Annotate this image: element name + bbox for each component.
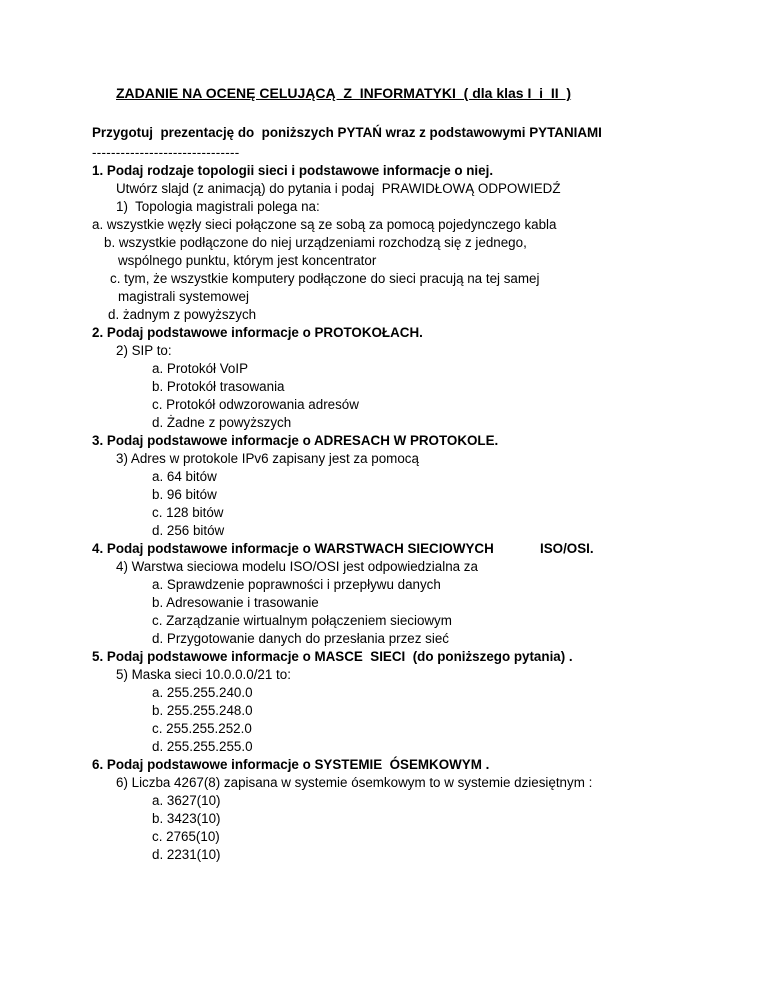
answer-6a: a. 3627(10) — [152, 793, 221, 808]
answer-6c: c. 2765(10) — [152, 829, 220, 844]
answer-1b-cont: wspólnego punktu, którym jest koncentrator — [118, 253, 377, 268]
question-3: 3) Adres w protokole IPv6 zapisany jest za pomocą — [116, 451, 419, 466]
answer-6b: b. 3423(10) — [152, 811, 221, 826]
question-4: 4) Warstwa sieciowa modelu ISO/OSI jest odpowiedzialna za — [116, 559, 478, 574]
answer-1c: c. tym, że wszystkie komputery podłączone do sieci pracują na tej samej — [110, 271, 540, 286]
answer-5d: d. 255.255.255.0 — [152, 739, 253, 754]
answer-3a: a. 64 bitów — [152, 469, 217, 484]
answer-4a: a. Sprawdzenie poprawności i przepływu danych — [152, 577, 441, 592]
section-1-heading: 1. Podaj rodzaje topologii sieci i podstawowe informacje o niej. — [92, 163, 494, 178]
page-title: ZADANIE NA OCENĘ CELUJĄCĄ Z INFORMATYKI ( dla klas I i II ) — [116, 85, 572, 101]
answer-3b: b. 96 bitów — [152, 487, 217, 502]
answer-4b: b. Adresowanie i trasowanie — [152, 595, 319, 610]
answer-2a: a. Protokół VoIP — [152, 361, 249, 376]
answer-1c-cont: magistrali systemowej — [118, 289, 249, 304]
answer-2b: b. Protokół trasowania — [152, 379, 285, 394]
question-6: 6) Liczba 4267(8) zapisana w systemie ósemkowym to w systemie dziesiętnym : — [116, 775, 593, 790]
question-2: 2) SIP to: — [116, 343, 172, 358]
section-1-instruction: Utwórz slajd (z animacją) do pytania i podaj PRAWIDŁOWĄ ODPOWIEDŹ — [116, 181, 561, 196]
answer-5b: b. 255.255.248.0 — [152, 703, 253, 718]
answer-2c: c. Protokół odwzorowania adresów — [152, 397, 359, 412]
answer-4c: c. Zarządzanie wirtualnym połączeniem sieciowym — [152, 613, 452, 628]
answer-3c: c. 128 bitów — [152, 505, 224, 520]
section-3-heading: 3. Podaj podstawowe informacje o ADRESACH W PROTOKOLE. — [92, 433, 499, 448]
answer-5c: c. 255.255.252.0 — [152, 721, 252, 736]
section-2-heading: 2. Podaj podstawowe informacje o PROTOKOŁACH. — [92, 325, 423, 340]
answer-6d: d. 2231(10) — [152, 847, 221, 862]
answer-1b: b. wszystkie podłączone do niej urządzeniami rozchodzą się z jednego, — [104, 235, 527, 250]
question-1: 1) Topologia magistrali polega na: — [116, 199, 320, 214]
answer-1a: a. wszystkie węzły sieci połączone są ze sobą za pomocą pojedynczego kabla — [92, 217, 557, 232]
section-5-heading: 5. Podaj podstawowe informacje o MASCE SIECI (do poniższego pytania) . — [92, 649, 573, 664]
separator-line: ------------------------------- — [92, 145, 240, 160]
answer-3d: d. 256 bitów — [152, 523, 225, 538]
answer-2d: d. Żadne z powyższych — [152, 415, 292, 430]
section-6-heading: 6. Podaj podstawowe informacje o SYSTEMIE ÓSEMKOWYM . — [92, 757, 490, 772]
question-5: 5) Maska sieci 10.0.0.0/21 to: — [116, 667, 291, 682]
intro-text: Przygotuj prezentację do poniższych PYTAŃ wraz z podstawowymi PYTANIAMI — [92, 125, 602, 140]
answer-1d: d. żadnym z powyższych — [108, 307, 257, 322]
section-4-heading-tail: ISO/OSI. — [540, 541, 594, 556]
section-4-heading: 4. Podaj podstawowe informacje o WARSTWACH SIECIOWYCH — [92, 541, 494, 556]
answer-4d: d. Przygotowanie danych do przesłania przez sieć — [152, 631, 449, 646]
answer-5a: a. 255.255.240.0 — [152, 685, 253, 700]
